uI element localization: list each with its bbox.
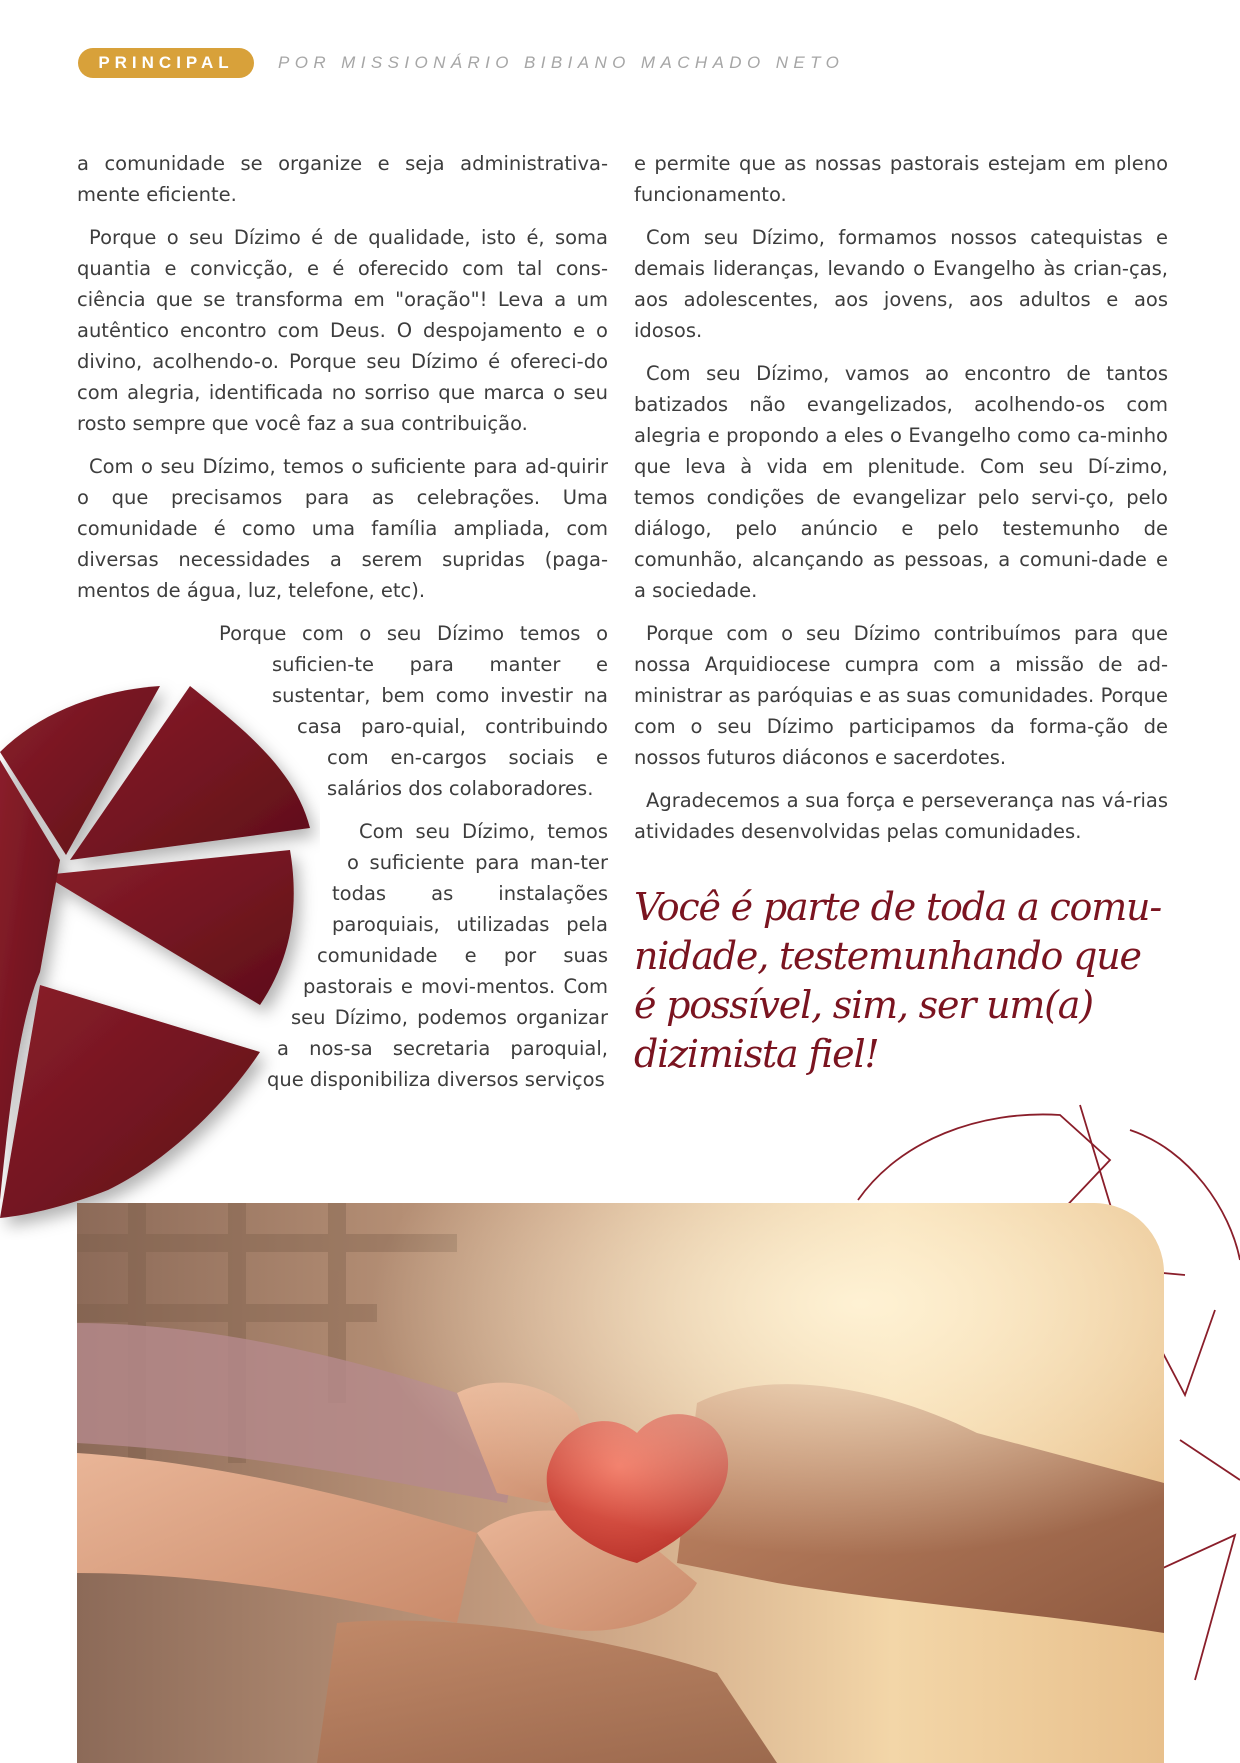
body-paragraph: e permite que as nossas pastorais estejam em pleno funcionamento.	[634, 152, 1168, 206]
text-wrap-spacer	[77, 650, 272, 681]
right-column	[634, 148, 1168, 1079]
section-label: PRINCIPAL	[78, 48, 254, 78]
body-paragraph: Porque com o seu Dízimo temos o suficien-te para manter e sustentar, bem como investir na casa paro-quial, contribuindo com en-cargos sociais e salários dos colaboradores.	[219, 622, 608, 800]
text-wrap-spacer	[77, 743, 327, 774]
text-wrap-spacer	[77, 878, 332, 940]
body-paragraph: Agradecemos a sua força e perseverança nas vá-rias atividades desenvolvidas pelas comunidades.	[634, 789, 1168, 843]
body-paragraph: Com seu Dízimo, vamos ao encontro de tantos batizados não evangelizados, acolhendo-os com alegria e propondo a eles o Evangelho como ca-minho que leva à vida em plenitude. Com seu Dí-zimo, temos condições de evangelizar pelo servi-ço, pelo diálogo, pelo anúncio e pelo testemunho de comunhão, alcançando as pessoas, a comuni-dade e a sociedade.	[634, 362, 1168, 602]
text-wrap-spacer	[77, 1033, 277, 1064]
body-paragraph: Porque com o seu Dízimo contribuímos para que nossa Arquidiocese cumpra com a missão de ad-ministrar as paróquias e as suas comunidades. Porque com o seu Dízimo participamos da forma-ção de nossos futuros diáconos e sacerdotes.	[634, 622, 1168, 769]
text-wrap-spacer	[77, 681, 272, 712]
text-wrap-spacer	[77, 712, 297, 743]
byline: POR MISSIONÁRIO BIBIANO MACHADO NETO	[278, 53, 845, 72]
body-paragraph: Porque o seu Dízimo é de qualidade, isto é, soma quantia e convicção, e é oferecido com tal cons-ciência que se transforma em "oração"! Leva a um autêntico encontro com Deus. O despojamento e o divino, acolhendo-o. Porque seu Dízimo é ofereci-do com alegria, identificada no sorriso que marca o seu rosto sempre que você faz a sua contribuição.	[77, 226, 608, 435]
pull-quote: Você é parte de toda a comu-nidade, testemunhando que é possível, sim, ser um(a) dizimista fiel!	[634, 885, 1161, 1076]
text-wrap-spacer	[77, 971, 303, 1002]
text-wrap-spacer	[77, 1002, 291, 1033]
text-wrap-spacer	[77, 1064, 267, 1095]
photo-illustration	[77, 1203, 1164, 1763]
body-paragraph: Com o seu Dízimo, temos o suficiente para ad-quirir o que precisamos para as celebrações. Uma comunidade é como uma família ampliada, com diversas necessidades a serem supridas (paga-mentos de água, luz, telefone, etc).	[77, 455, 608, 602]
text-wrap-spacer	[77, 1095, 262, 1126]
left-column	[77, 148, 608, 1126]
body-paragraph: Com seu Dízimo, temos o suficiente para man-ter todas as instalações paroquiais, utilizadas pela comunidade e por suas pastorais e movi-mentos. Com seu Dízimo, podemos organizar a nos-sa secretaria paroquial, que disponibiliza diversos serviços	[267, 820, 608, 1091]
body-paragraph: a comunidade se organize e seja administrativa-mente eficiente.	[77, 152, 608, 206]
body-paragraph: Com seu Dízimo, formamos nossos catequistas e demais lideranças, levando o Evangelho às crian-ças, aos adolescentes, aos jovens, aos adultos e aos idosos.	[634, 226, 1168, 342]
text-wrap-spacer	[77, 940, 317, 971]
photo-hands-heart	[77, 1203, 1164, 1763]
text-wrap-spacer	[77, 816, 347, 878]
